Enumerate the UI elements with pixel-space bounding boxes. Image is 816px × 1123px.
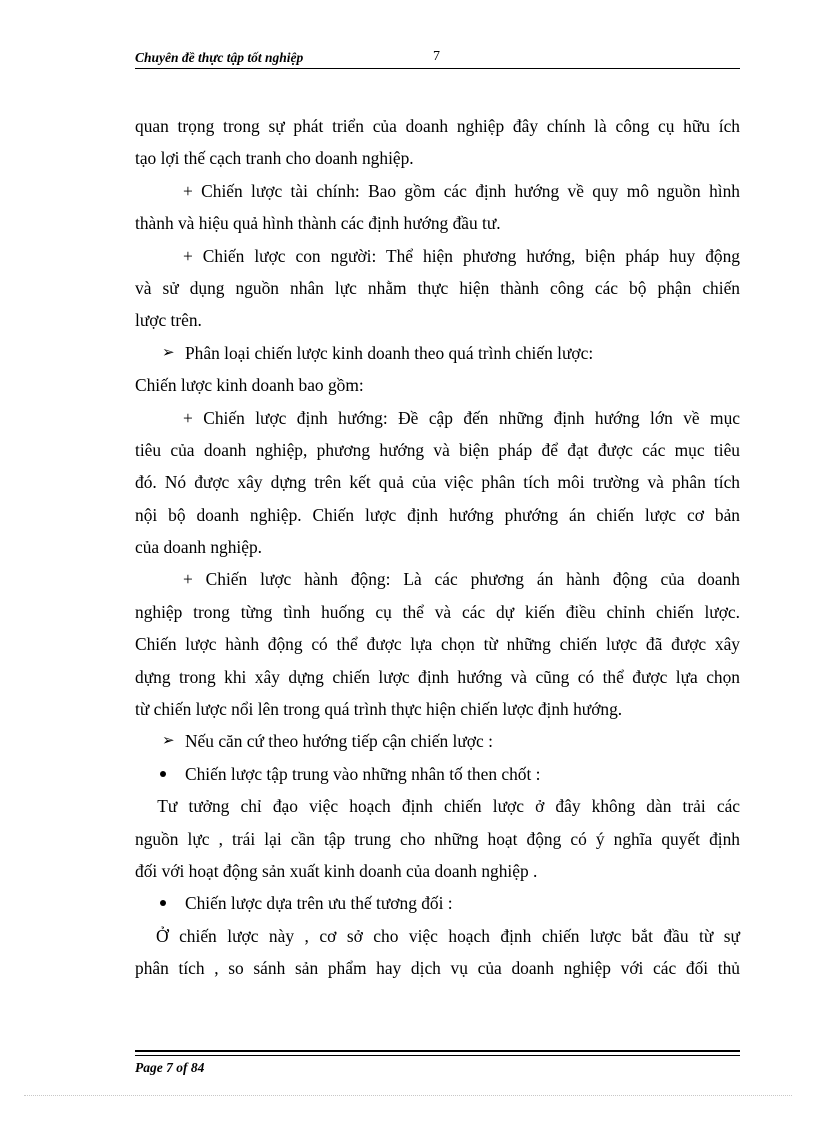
list-item — [135, 337, 740, 369]
text-line: nguồn lực , trái lại cần tập trung cho những hoạt động có ý nghĩa quyết định — [135, 828, 740, 849]
text-line: dựng trong khi xây dựng chiến lược định hướng và cũng có thể được lựa chọn — [135, 666, 740, 687]
header-title: Chuyên đề thực tập tốt nghiệp — [135, 50, 304, 65]
text-line: lược trên. — [135, 310, 202, 331]
text-line: từ chiến lược nổi lên trong quá trình thực hiện chiến lược định hướng. — [135, 699, 623, 720]
text-line: đối với hoạt động sản xuất kinh doanh của doanh nghiệp . — [135, 860, 538, 881]
list-item-text: Phân loại chiến lược kinh doanh theo quá trình chiến lược: — [185, 342, 594, 363]
footer-rule — [135, 1055, 740, 1056]
text-line: Ở chiến lược này , cơ sở cho việc hoạch định chiến lược bắt đầu từ sự — [135, 925, 740, 946]
arrow-bullet-icon: ➢ — [162, 733, 175, 750]
text-line: Chiến lược kinh doanh bao gồm: — [135, 375, 364, 396]
header-page-number: 7 — [433, 49, 440, 64]
text-line: + Chiến lược hành động: Là các phương án hành động của doanh — [183, 569, 740, 590]
text-line: + Chiến lược con người: Thể hiện phương hướng, biện pháp huy động — [183, 245, 740, 266]
text-line: thành và hiệu quả hình thành các định hướng đầu tư. — [135, 213, 501, 234]
footer-rule — [135, 1050, 740, 1052]
page-header — [135, 48, 740, 69]
text-line: đó. Nó được xây dựng trên kết quả của việc phân tích môi trường và phân tích — [135, 472, 740, 493]
arrow-bullet-icon: ➢ — [162, 344, 175, 361]
text-line: Tư tưởng chỉ đạo việc hoạch định chiến lược ở đây không dàn trải các — [135, 796, 741, 817]
round-bullet-icon — [160, 900, 166, 906]
round-bullet-icon — [160, 771, 166, 777]
text-line: Chiến lược hành động có thể được lựa chọn từ những chiến lược đã được xây — [135, 634, 740, 655]
list-item-text: Chiến lược tập trung vào những nhân tố then chốt : — [185, 763, 541, 784]
text-line: + Chiến lược tài chính: Bao gồm các định hướng về quy mô nguồn hình — [183, 180, 740, 201]
list-item — [135, 887, 740, 919]
document-body — [135, 110, 740, 985]
page-boundary-divider — [24, 1095, 792, 1096]
text-line: quan trọng trong sự phát triển của doanh nghiệp đây chính là công cụ hữu ích — [135, 116, 740, 136]
text-line: nghiệp trong từng tình huống cụ thể và các dự kiến điều chỉnh chiến lược. — [135, 601, 740, 622]
list-item — [135, 758, 740, 790]
text-line: + Chiến lược định hướng: Đề cập đến những định hướng lớn về mục — [183, 407, 740, 428]
list-item-text: Chiến lược dựa trên ưu thế tương đối : — [185, 893, 453, 914]
list-item — [135, 725, 740, 757]
text-line: và sử dụng nguồn nhân lực nhằm thực hiện thành công các bộ phận chiến — [135, 277, 740, 298]
text-line: tiêu của doanh nghiệp, phương hướng và biện pháp để đạt được các mục tiêu — [135, 439, 740, 460]
footer-page-count: Page 7 of 84 — [135, 1059, 205, 1075]
page-footer — [135, 1050, 740, 1076]
text-line: của doanh nghiệp. — [135, 537, 263, 558]
text-line: nội bộ doanh nghiệp. Chiến lược định hướng phướng án chiến lược cơ bản — [135, 504, 740, 525]
list-item-text: Nếu căn cứ theo hướng tiếp cận chiến lược : — [185, 731, 493, 752]
text-line: phân tích , so sánh sản phẩm hay dịch vụ của doanh nghiệp với các đối thủ — [135, 958, 740, 979]
text-line: tạo lợi thế cạch tranh cho doanh nghiệp. — [135, 148, 414, 169]
